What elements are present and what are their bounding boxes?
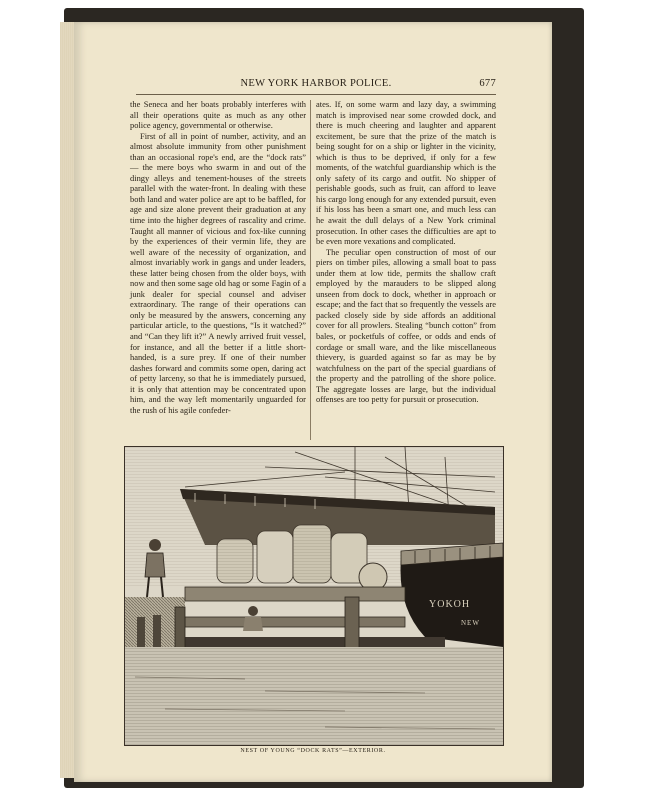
paragraph: ates. If, on some warm and lazy day, a swimming match is improvised near some crowded dock, and there is much cheering and laughter and apparent excitement, be sure that the prize of the match is being sought for on a ship or lighter in the vicinity, which is thus to be deprived, if only for a few moments, of the watchful guardianship which is the only safety of its cargo and outfit. No shipper of perishable goods, such as fruit, can afford to leave his cargo long enough for any extended pursuit, even if his loss has been a smart one, and much less can he await the dull delays of a New York criminal prosecution. In other cases the difficulties are apt to be even more vexations and complicated. [316, 99, 496, 247]
column-rule [310, 100, 311, 440]
book-page [74, 22, 552, 782]
page-number: 677 [479, 78, 496, 89]
illustration-caption: NEST OF YOUNG “DOCK RATS”—EXTERIOR. [240, 748, 386, 754]
hull-port: NEW [461, 619, 480, 627]
paragraph: The peculiar open construction of most of our piers on timber piles, allowing a small boat to pass under them at low tide, permits the shallow craft employed by the marauders to be slipped along unseen from dock to dock, whether in approach or escape; and the fact that so frequently the vessels are packed closely side by side affords an additional cover for all prowlers. Stealing “bunch cotton” from bales, or pocketfuls of coffee, or odds and ends of cordage or small ware, and the like miscellaneous thievery, is guarded against so far as may be by watchfulness on the part of the special guardians of the property and the patrolling of the shore police. The aggregate losses are large, but the individual offenses are too petty for pursuit or prosecution. [316, 246, 496, 405]
paragraph: the Seneca and her boats probably interferes with all their operations quite as much as any other police agency, governmental or otherwise. [130, 99, 306, 131]
engraving-illustration [124, 446, 504, 746]
page-header [136, 76, 496, 95]
right-text-column [316, 99, 496, 405]
left-text-column [130, 99, 306, 415]
hull-name: YOKOH [429, 599, 471, 610]
paragraph: First of all in point of number, activity, and an almost absolute immunity from other punishment than an occasional rope's end, are the “dock rats” — the mere boys who swarm in and out of the dingy alleys and tenement-houses of the streets parallel with the water-front. In dealing with these both land and water police are apt to be baffled, for age and size alone prevent their graduation at any time into the higher degrees of rascality and crime. Taught all manner of vicious and fox-like cunning by the experiences of their vermin life, they are well aware of the necessity of organization, and almost invariably work in gangs and under leaders, these latter being chosen from the older boys, with now and then some sage old hag or some Fagin of a junk dealer for special counsel and adviser extraordinary. The range of their operations can only be measured by the answers, concerning any particular article, to the questions, “Is it watched?” and “Can they lift it?” A newly arrived fruit vessel, for instance, and all the better if a little short-handed, is a sure prey. If one of their number dashes forward and commits some open, daring act of petty larceny, so that he is immediately pursued, it is only that attention may be concentrated upon him, and the way left momentarily unguarded for the rush of his agile confeder- [130, 130, 306, 415]
running-title: NEW YORK HARBOR POLICE. [240, 78, 392, 89]
harbor-engraving [125, 447, 503, 745]
